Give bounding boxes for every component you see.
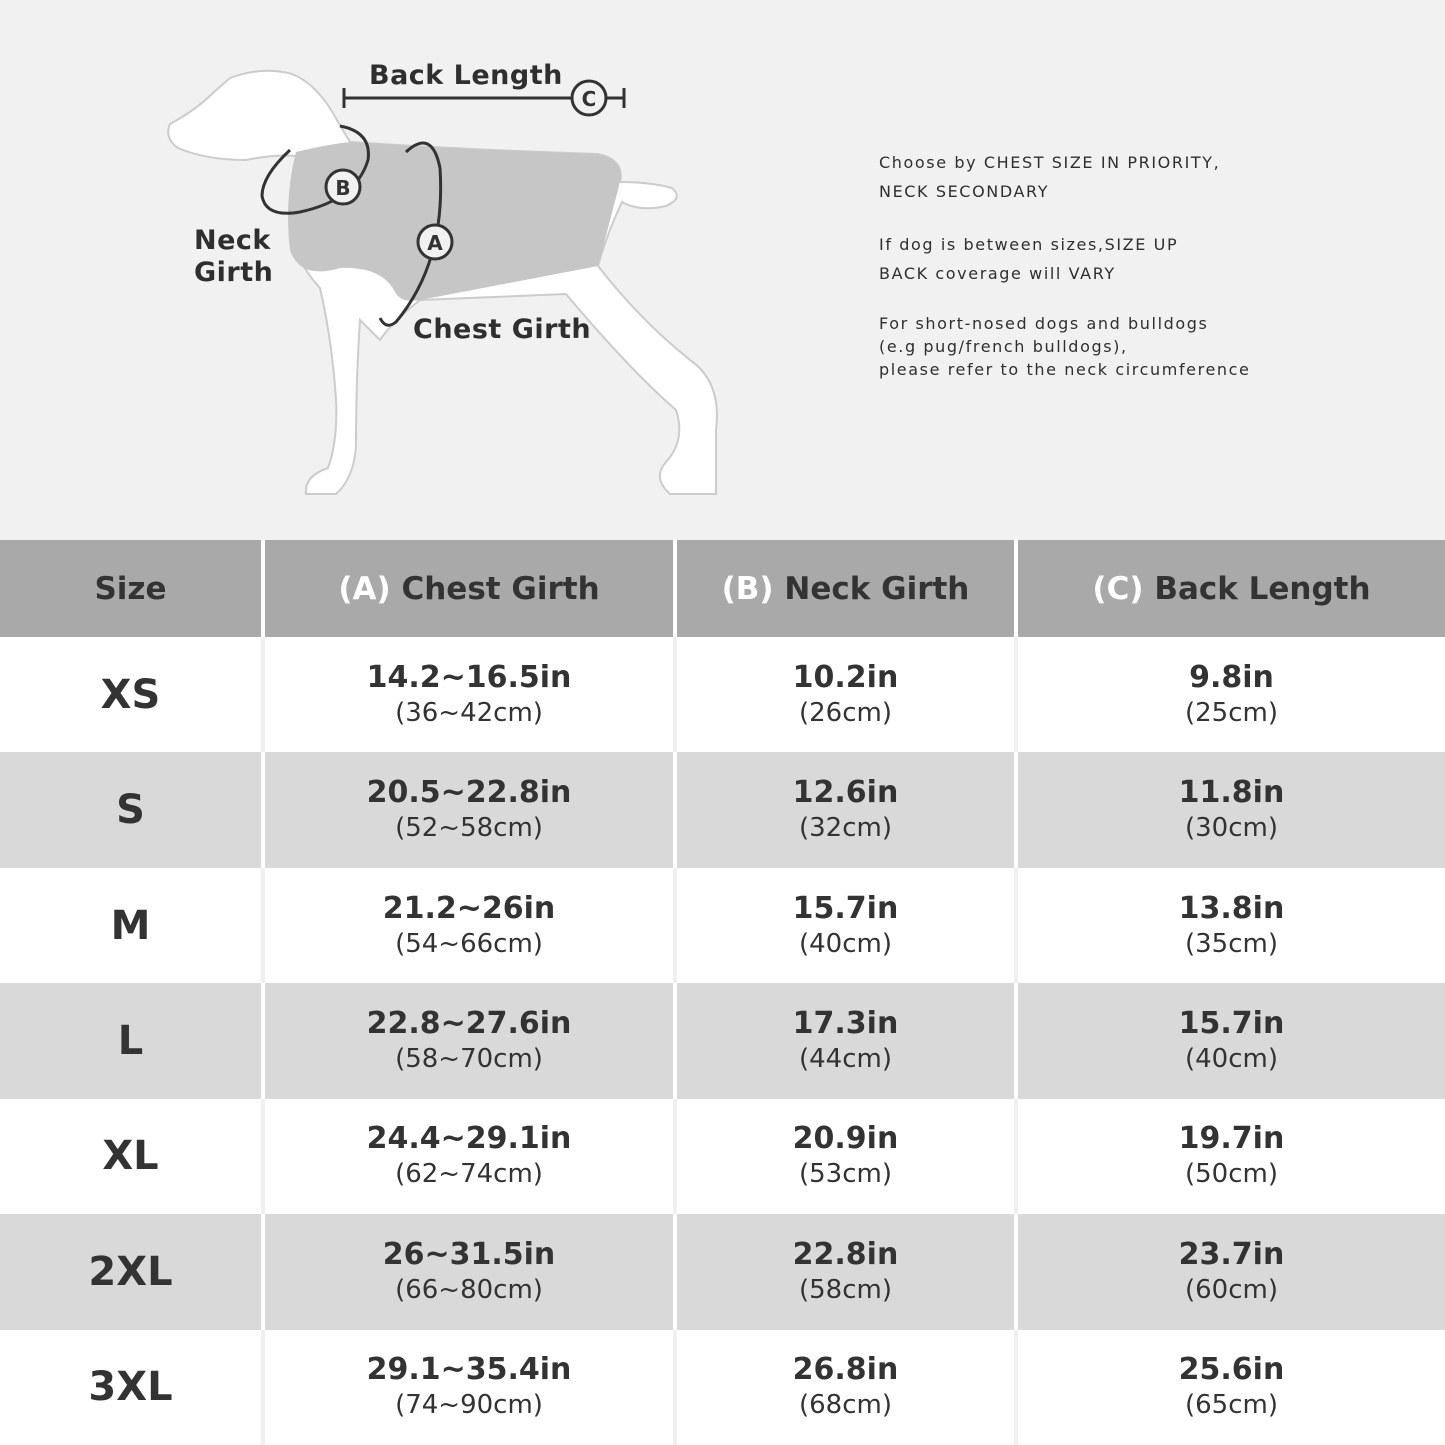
neck-cell: 20.9in (53cm) (675, 1099, 1016, 1214)
size-cell: L (0, 983, 263, 1098)
neck-cell: 12.6in (32cm) (675, 752, 1016, 867)
table-row (0, 1099, 1445, 1214)
chest-cell: 21.2~26in (54~66cm) (263, 868, 675, 983)
back-cell: 23.7in (60cm) (1016, 1214, 1445, 1329)
size-cell: XS (0, 637, 263, 752)
marker-c-letter: C (581, 87, 597, 111)
note-line: BACK coverage will VARY (879, 264, 1116, 283)
neck-girth-label-line2: Girth (194, 257, 274, 288)
chest-cell: 29.1~35.4in (74~90cm) (263, 1330, 675, 1445)
size-cell: 2XL (0, 1214, 263, 1329)
neck-cell: 22.8in (58cm) (675, 1214, 1016, 1329)
chest-cell: 20.5~22.8in (52~58cm) (263, 752, 675, 867)
neck-cell: 26.8in (68cm) (675, 1330, 1016, 1445)
back-cell: 25.6in (65cm) (1016, 1330, 1445, 1445)
size-cell: 3XL (0, 1330, 263, 1445)
size-cell: M (0, 868, 263, 983)
chest-girth-label: Chest Girth (413, 314, 592, 345)
note-line: NECK SECONDARY (879, 182, 1050, 201)
chest-cell: 26~31.5in (66~80cm) (263, 1214, 675, 1329)
table-row (0, 752, 1445, 867)
table-row (0, 1214, 1445, 1329)
size-cell: S (0, 752, 263, 867)
marker-a-letter: A (427, 231, 443, 255)
header-size: Size (0, 540, 263, 637)
back-cell: 9.8in (25cm) (1016, 637, 1445, 752)
table-row (0, 1330, 1445, 1445)
header-chest-girth: (A) Chest Girth (263, 540, 675, 637)
chest-cell: 22.8~27.6in (58~70cm) (263, 983, 675, 1098)
table-row (0, 983, 1445, 1098)
table-row (0, 868, 1445, 983)
measurement-diagram (0, 0, 1445, 540)
note-line: Choose by CHEST SIZE IN PRIORITY, (879, 153, 1221, 172)
back-cell: 15.7in (40cm) (1016, 983, 1445, 1098)
header-back-length: (C) Back Length (1016, 540, 1445, 637)
chest-cell: 14.2~16.5in (36~42cm) (263, 637, 675, 752)
marker-b-letter: B (335, 176, 351, 200)
size-chart-table (0, 540, 1445, 1445)
sizing-notes (879, 148, 1349, 381)
back-cell: 13.8in (35cm) (1016, 868, 1445, 983)
header-neck-girth: (B) Neck Girth (675, 540, 1016, 637)
size-cell: XL (0, 1099, 263, 1214)
neck-cell: 17.3in (44cm) (675, 983, 1016, 1098)
note-line: If dog is between sizes,SIZE UP (879, 235, 1179, 254)
neck-cell: 10.2in (26cm) (675, 637, 1016, 752)
note-line: (e.g pug/french bulldogs), (879, 337, 1128, 356)
table-row (0, 637, 1445, 752)
back-cell: 19.7in (50cm) (1016, 1099, 1445, 1214)
chest-cell: 24.4~29.1in (62~74cm) (263, 1099, 675, 1214)
note-line: For short-nosed dogs and bulldogs (879, 314, 1209, 333)
table-header-row (0, 540, 1445, 637)
neck-girth-label-line1: Neck (194, 225, 271, 256)
note-line: please refer to the neck circumference (879, 360, 1251, 379)
back-length-label: Back Length (369, 60, 563, 91)
back-cell: 11.8in (30cm) (1016, 752, 1445, 867)
neck-cell: 15.7in (40cm) (675, 868, 1016, 983)
